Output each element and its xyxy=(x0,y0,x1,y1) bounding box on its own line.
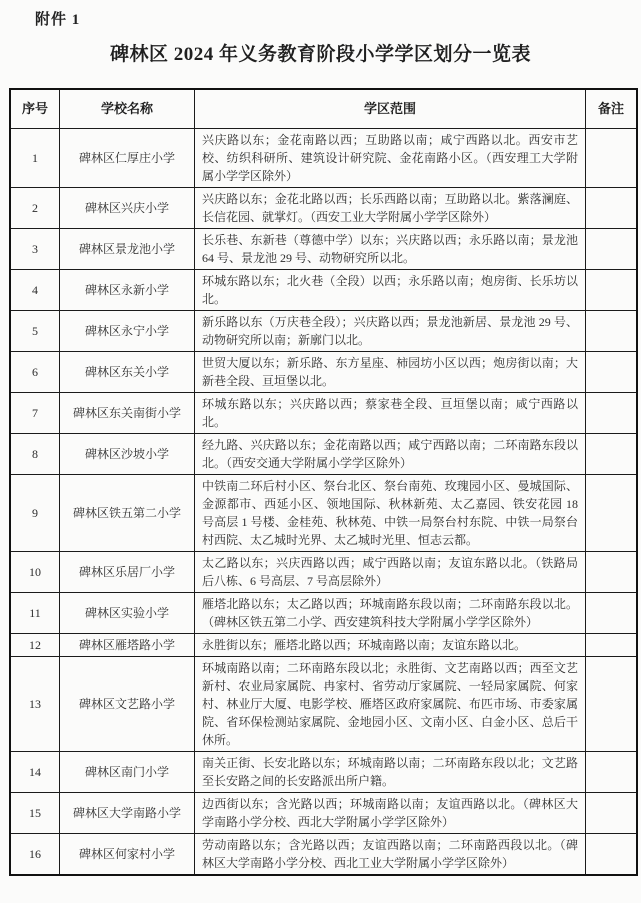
serial-number-cell: 14 xyxy=(10,751,60,792)
remark-cell xyxy=(586,833,638,875)
district-range-cell: 环城南路以南；二环南路东段以北；永胜街、文艺南路以西；西至文艺新村、农业局家属院、冉家村、省劳动厅家属院、一轻局家属院、何家村、林业厅大厦、电影学校、雁塔区政府家属院、布匹市场、市委家属院、省环保检测站家属院、金地园小区、文南小区、白金小区、总后干休所。 xyxy=(195,656,586,751)
remark-cell xyxy=(586,187,638,228)
school-name-cell: 碑林区雁塔路小学 xyxy=(60,633,195,656)
table-row xyxy=(10,433,637,474)
remark-cell xyxy=(586,633,638,656)
table-row xyxy=(10,751,637,792)
district-range-cell: 世贸大厦以东；新乐路、东方星座、柿园坊小区以西；炮房街以南；大新巷全段、亘垣堡以北。 xyxy=(195,351,586,392)
school-name-cell: 碑林区沙坡小学 xyxy=(60,433,195,474)
district-range-cell: 经九路、兴庆路以东；金花南路以西；咸宁西路以南；二环南路东段以北。（西安交通大学附属小学学区除外） xyxy=(195,433,586,474)
header-remarks: 备注 xyxy=(586,89,638,128)
header-serial-number: 序号 xyxy=(10,89,60,128)
remark-cell xyxy=(586,792,638,833)
district-range-cell: 太乙路以东；兴庆西路以西；咸宁西路以南；友谊东路以北。（铁路局后八栋、6 号高层、7 号高层除外） xyxy=(195,551,586,592)
serial-number-cell: 2 xyxy=(10,187,60,228)
school-name-cell: 碑林区永新小学 xyxy=(60,269,195,310)
table-row xyxy=(10,656,637,751)
table-row xyxy=(10,310,637,351)
remark-cell xyxy=(586,351,638,392)
serial-number-cell: 12 xyxy=(10,633,60,656)
serial-number-cell: 16 xyxy=(10,833,60,875)
school-name-cell: 碑林区乐居厂小学 xyxy=(60,551,195,592)
table-row xyxy=(10,551,637,592)
school-name-cell: 碑林区实验小学 xyxy=(60,592,195,633)
district-range-cell: 兴庆路以东；金花北路以西；长乐西路以南；互助路以北。紫落澜庭、长信花园、就掌灯。（西安工业大学附属小学学区除外） xyxy=(195,187,586,228)
serial-number-cell: 13 xyxy=(10,656,60,751)
table-row xyxy=(10,228,637,269)
table-row xyxy=(10,792,637,833)
school-district-table xyxy=(9,88,638,876)
remark-cell xyxy=(586,592,638,633)
school-name-cell: 碑林区兴庆小学 xyxy=(60,187,195,228)
remark-cell xyxy=(586,656,638,751)
school-name-cell: 碑林区文艺路小学 xyxy=(60,656,195,751)
table-row xyxy=(10,474,637,551)
district-range-cell: 新乐路以东（万庆巷全段）；兴庆路以西；景龙池新居、景龙池 29 号、动物研究所以南；新廓门以北。 xyxy=(195,310,586,351)
remark-cell xyxy=(586,310,638,351)
serial-number-cell: 4 xyxy=(10,269,60,310)
serial-number-cell: 9 xyxy=(10,474,60,551)
serial-number-cell: 10 xyxy=(10,551,60,592)
table-row xyxy=(10,187,637,228)
district-range-cell: 环城东路以东；北火巷（全段）以西；永乐路以南；炮房街、长乐坊以北。 xyxy=(195,269,586,310)
table-row xyxy=(10,833,637,875)
school-name-cell: 碑林区何家村小学 xyxy=(60,833,195,875)
table-row xyxy=(10,128,637,187)
remark-cell xyxy=(586,551,638,592)
page-title: 碑林区 2024 年义务教育阶段小学学区划分一览表 xyxy=(109,44,531,65)
serial-number-cell: 7 xyxy=(10,392,60,433)
attachment-label: 附件 1 xyxy=(35,12,81,28)
table-row xyxy=(10,269,637,310)
school-name-cell: 碑林区东关南街小学 xyxy=(60,392,195,433)
header-school-name: 学校名称 xyxy=(60,89,195,128)
district-range-cell: 南关正街、长安北路以东；环城南路以南；二环南路东段以北；文艺路至长安路之间的长安路派出所户籍。 xyxy=(195,751,586,792)
district-range-cell: 环城东路以东；兴庆路以西；蔡家巷全段、亘垣堡以南；咸宁西路以北。 xyxy=(195,392,586,433)
table-row xyxy=(10,351,637,392)
district-range-cell: 边西街以东；含光路以西；环城南路以南；友谊西路以北。（碑林区大学南路小学分校、西北大学附属小学学区除外） xyxy=(195,792,586,833)
remark-cell xyxy=(586,128,638,187)
school-name-cell: 碑林区东关小学 xyxy=(60,351,195,392)
table-row xyxy=(10,633,637,656)
district-range-cell: 中铁南二环后村小区、祭台北区、祭台南苑、玫瑰园小区、曼城国际、金源都市、西延小区、领地国际、秋林新苑、太乙嘉园、铁安花园 18 号高层 1 号楼、金桂苑、秋林苑、中铁一局祭台村东院、中铁一局祭台村西院、太乙城时光界、太乙城时光里、恒志云都。 xyxy=(195,474,586,551)
serial-number-cell: 3 xyxy=(10,228,60,269)
remark-cell xyxy=(586,392,638,433)
remark-cell xyxy=(586,433,638,474)
school-name-cell: 碑林区铁五第二小学 xyxy=(60,474,195,551)
table-row xyxy=(10,592,637,633)
district-range-cell: 永胜街以东；雁塔北路以西；环城南路以南；友谊东路以北。 xyxy=(195,633,586,656)
school-name-cell: 碑林区仁厚庄小学 xyxy=(60,128,195,187)
remark-cell xyxy=(586,474,638,551)
district-range-cell: 劳动南路以东；含光路以西；友谊西路以南；二环南路西段以北。（碑林区大学南路小学分校、西北工业大学附属小学学区除外） xyxy=(195,833,586,875)
serial-number-cell: 6 xyxy=(10,351,60,392)
district-range-cell: 长乐巷、东新巷（尊德中学）以东；兴庆路以西；永乐路以南；景龙池 64 号、景龙池 29 号、动物研究所以北。 xyxy=(195,228,586,269)
serial-number-cell: 11 xyxy=(10,592,60,633)
school-name-cell: 碑林区永宁小学 xyxy=(60,310,195,351)
header-district-range: 学区范围 xyxy=(195,89,586,128)
serial-number-cell: 1 xyxy=(10,128,60,187)
table-row xyxy=(10,392,637,433)
school-name-cell: 碑林区大学南路小学 xyxy=(60,792,195,833)
district-range-cell: 兴庆路以东；金花南路以西；互助路以南；咸宁西路以北。西安市艺校、纺织科研所、建筑设计研究院、金花南路小区。（西安理工大学附属小学学区除外） xyxy=(195,128,586,187)
remark-cell xyxy=(586,228,638,269)
school-name-cell: 碑林区景龙池小学 xyxy=(60,228,195,269)
district-range-cell: 雁塔北路以东；太乙路以西；环城南路东段以南；二环南路东段以北。（碑林区铁五第二小学、西安建筑科技大学附属小学学区除外） xyxy=(195,592,586,633)
serial-number-cell: 5 xyxy=(10,310,60,351)
remark-cell xyxy=(586,269,638,310)
remark-cell xyxy=(586,751,638,792)
serial-number-cell: 15 xyxy=(10,792,60,833)
serial-number-cell: 8 xyxy=(10,433,60,474)
school-name-cell: 碑林区南门小学 xyxy=(60,751,195,792)
table-header-row xyxy=(10,89,637,128)
